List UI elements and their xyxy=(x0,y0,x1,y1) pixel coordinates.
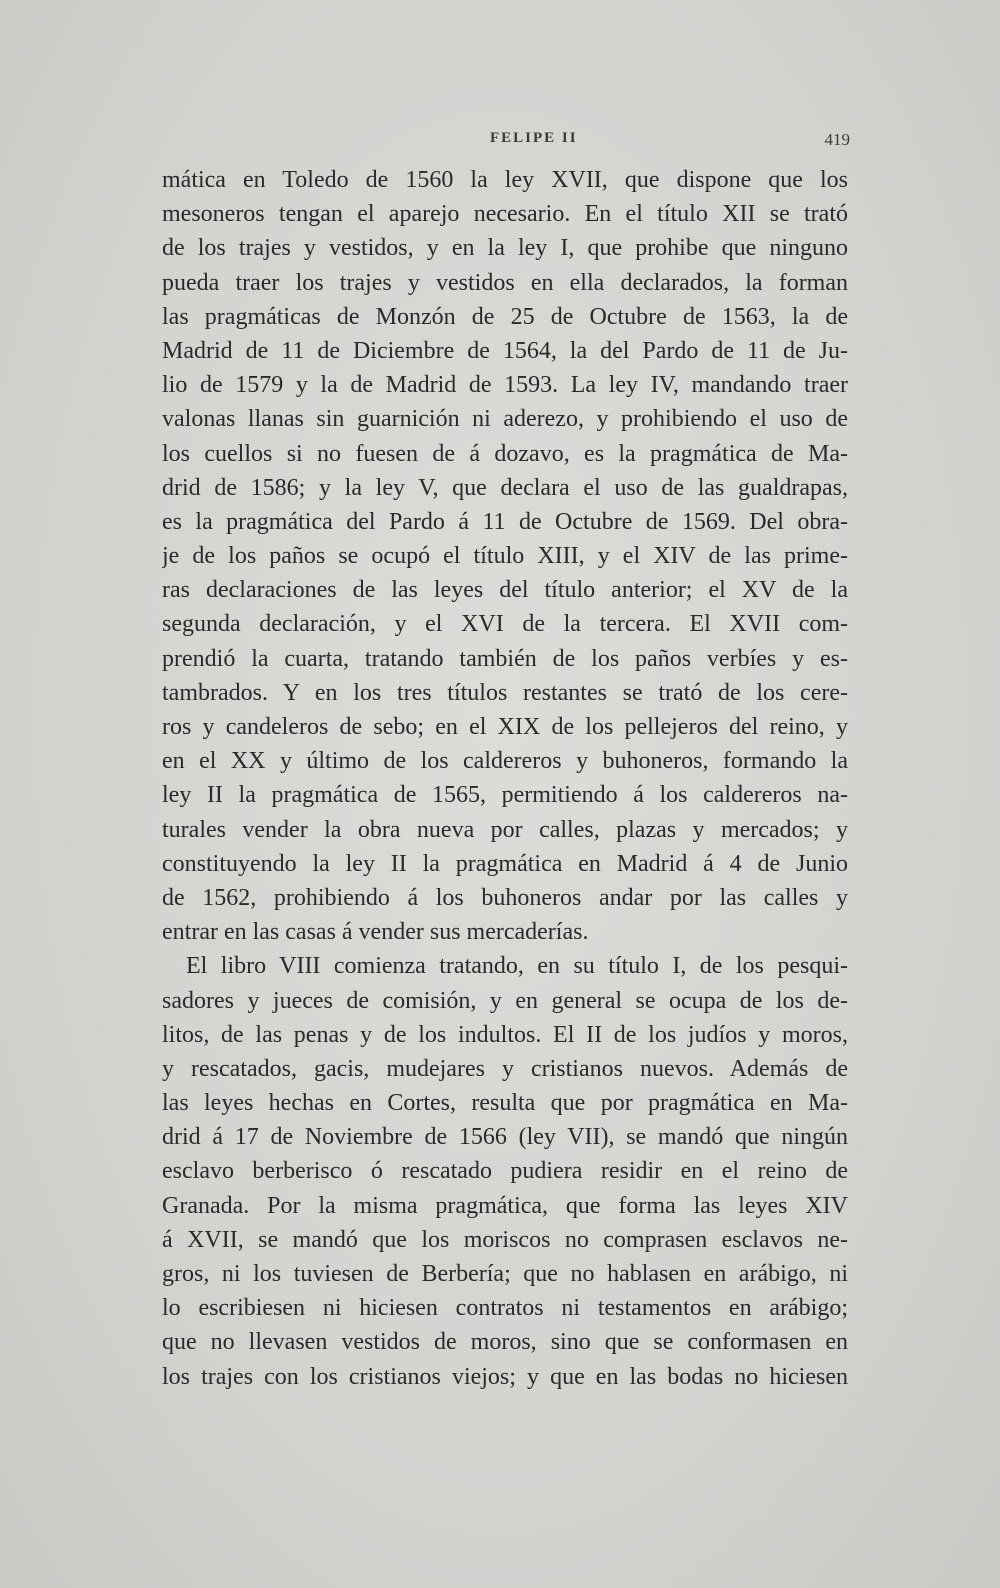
text-line: en el XX y último de los caldereros y buhoneros, formando la xyxy=(162,748,848,775)
text-line: ley II la pragmática de 1565, permitiendo á los caldereros na- xyxy=(162,782,848,809)
text-line: que no llevasen vestidos de moros, sino que se conformasen en xyxy=(162,1329,848,1356)
text-line: valonas llanas sin guarnición ni aderezo, y prohibiendo el uso de xyxy=(162,406,848,433)
text-line: constituyendo la ley II la pragmática en Madrid á 4 de Junio xyxy=(162,850,848,877)
text-line: de los trajes y vestidos, y en la ley I, que prohibe que ninguno xyxy=(162,235,848,262)
text-line: drid á 17 de Noviembre de 1566 (ley VII), se mandó que ningún xyxy=(162,1124,848,1151)
text-line: Granada. Por la misma pragmática, que forma las leyes XIV xyxy=(162,1192,848,1219)
running-title: FELIPE II xyxy=(490,130,578,146)
text-line: mesoneros tengan el aparejo necesario. En el título XII se trató xyxy=(162,201,848,228)
text-line: los trajes con los cristianos viejos; y que en las bodas no hiciesen xyxy=(162,1363,848,1390)
text-line: litos, de las penas y de los indultos. El II de los judíos y moros, xyxy=(162,1021,848,1048)
text-line: las leyes hechas en Cortes, resulta que por pragmática en Ma- xyxy=(162,1090,848,1117)
text-line: prendió la cuarta, tratando también de los paños verbíes y es- xyxy=(162,645,848,672)
text-line: Madrid de 11 de Diciembre de 1564, la del Pardo de 11 de Ju- xyxy=(162,337,848,364)
text-line: je de los paños se ocupó el título XIII, y el XIV de las prime- xyxy=(162,543,848,570)
text-line: los cuellos si no fuesen de á dozavo, es la pragmática de Ma- xyxy=(162,440,848,467)
text-line: entrar en las casas á vender sus mercaderías. xyxy=(162,919,589,946)
page-number: 419 xyxy=(824,130,850,149)
text-line: tambrados. Y en los tres títulos restantes se trató de los cere- xyxy=(162,679,848,706)
text-line: lio de 1579 y la de Madrid de 1593. La ley IV, mandando traer xyxy=(162,372,848,399)
text-line: esclavo berberisco ó rescatado pudiera residir en el reino de xyxy=(162,1158,848,1185)
text-line: gros, ni los tuviesen de Berbería; que no hablasen en arábigo, ni xyxy=(162,1261,848,1287)
text-line: ros y candeleros de sebo; en el XIX de los pellejeros del reino, y xyxy=(162,714,848,740)
text-line: las pragmáticas de Monzón de 25 de Octubre de 1563, la de xyxy=(162,303,848,330)
text-line: á XVII, se mandó que los moriscos no comprasen esclavos ne- xyxy=(162,1226,848,1253)
text-line: mática en Toledo de 1560 la ley XVII, que dispone que los xyxy=(162,167,848,193)
text-line: segunda declaración, y el XVI de la tercera. El XVII com- xyxy=(162,611,848,638)
text-line: lo escribiesen ni hiciesen contratos ni testamentos en arábigo; xyxy=(162,1295,848,1322)
text-line: ras declaraciones de las leyes del título anterior; el XV de la xyxy=(162,577,848,604)
text-line: turales vender la obra nueva por calles, plazas y mercados; y xyxy=(162,816,848,843)
text-line: pueda traer los trajes y vestidos en ella declarados, la forman xyxy=(162,269,848,296)
text-line: sadores y jueces de comisión, y en general se ocupa de los de- xyxy=(162,987,848,1014)
text-line: y rescatados, gacis, mudejares y cristianos nuevos. Además de xyxy=(162,1055,848,1082)
body-text xyxy=(162,163,848,1394)
running-head xyxy=(160,130,850,154)
text-line: El libro VIII comienza tratando, en su título I, de los pesqui- xyxy=(186,953,848,980)
text-line: es la pragmática del Pardo á 11 de Octubre de 1569. Del obra- xyxy=(162,508,848,535)
text-line: drid de 1586; y la ley V, que declara el uso de las gualdrapas, xyxy=(162,474,848,501)
text-line: de 1562, prohibiendo á los buhoneros andar por las calles y xyxy=(162,884,848,911)
